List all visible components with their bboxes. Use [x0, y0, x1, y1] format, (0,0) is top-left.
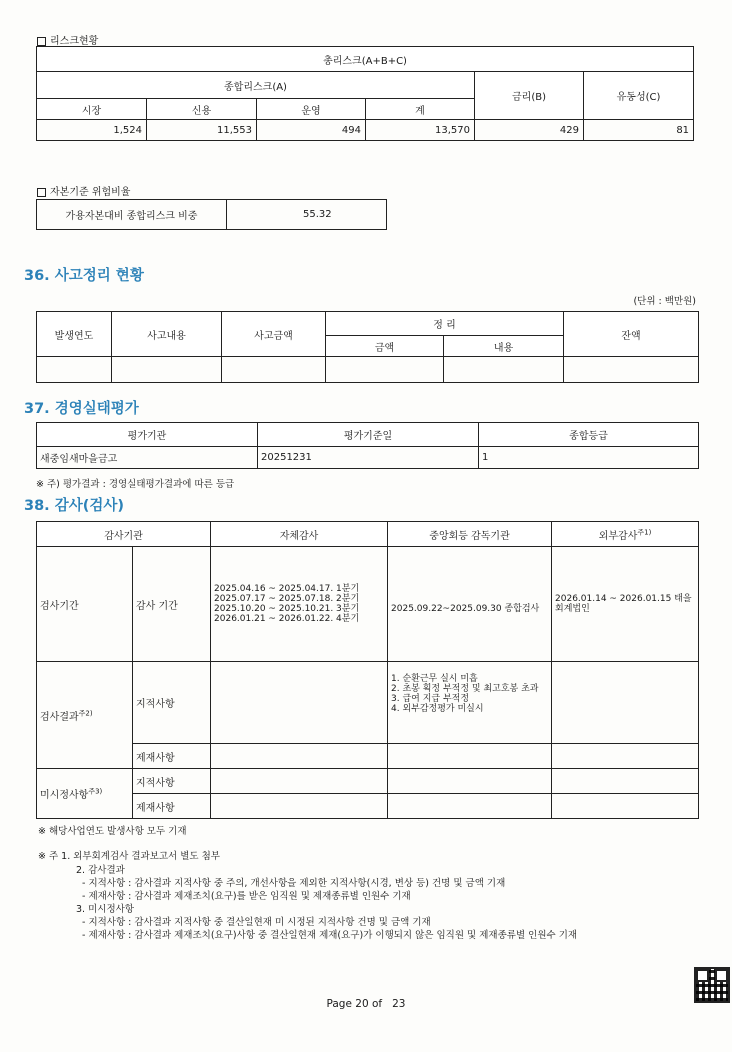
col-sum: 계 — [366, 99, 475, 120]
col-evaluator: 평가기관 — [37, 423, 258, 447]
col-grade: 종합등급 — [479, 423, 699, 447]
evaluator-value: 새중임새마을금고 — [37, 447, 258, 469]
capital-table — [36, 199, 387, 230]
note-line-1: ※ 주 1. 외부회계검사 결과보고서 별도 첨부 — [38, 851, 220, 862]
pending-sub2: 제재사항 — [133, 794, 211, 819]
base-date-value: 20251231 — [258, 447, 479, 469]
col-year: 발생연도 — [37, 312, 112, 357]
note-line-2: 2. 감사결과 — [76, 865, 125, 876]
col-external: 외부감사$^{주1)}$ — [552, 522, 699, 547]
value-liquidity: 81 — [584, 120, 694, 141]
section-37-title: 37. 경영실태평가 — [24, 401, 139, 417]
capital-heading: 자본기준 위험비율 — [37, 183, 130, 198]
period-label: 검사기간 — [37, 547, 133, 662]
period-central: 2025.09.22~2025.09.30 종합검사 — [388, 547, 552, 662]
grade-value: 1 — [479, 447, 699, 469]
result-sub2: 제재사항 — [133, 744, 211, 769]
total-risk-header: 총리스크(A+B+C) — [37, 47, 694, 72]
col-settle-content: 내용 — [444, 336, 564, 357]
evaluation-table — [36, 422, 699, 469]
value-market: 1,524 — [37, 120, 147, 141]
note-all: ※ 해당사업연도 발생사항 모두 기재 — [38, 826, 187, 837]
rate-risk-header: 금리(B) — [475, 72, 584, 120]
col-balance: 잔액 — [564, 312, 699, 357]
col-operation: 운영 — [257, 99, 366, 120]
result-label: 검사결과$^{주2)}$ — [37, 662, 133, 769]
result-sub1: 지적사항 — [133, 662, 211, 744]
result-central: 1. 순환근무 실시 미흡 2. 초봉 획정 부적정 및 최고호봉 초과 3. 급여 지급 부적정 4. 외부감정평가 미실시 — [388, 662, 552, 744]
liquidity-risk-header: 유동성(C) — [584, 72, 694, 120]
table-row — [37, 357, 699, 383]
period-self: 2025.04.16 ~ 2025.04.17. 1분기 2025.07.17 ~ 2025.07.18. 2분기 2025.10.20 ~ 2025.10.21. 3분기 2026.01.21 ~ 2026.01.22. 4분기 — [211, 547, 388, 662]
value-operation: 494 — [257, 120, 366, 141]
col-base-date: 평가기준일 — [258, 423, 479, 447]
checkbox-icon — [37, 188, 46, 197]
accident-table — [36, 311, 699, 383]
audit-table — [36, 521, 699, 819]
value-credit: 11,553 — [147, 120, 257, 141]
col-agency: 감사기관 — [37, 522, 211, 547]
evaluation-note: ※ 주) 평가결과 : 경영실태평가결과에 따른 등급 — [36, 479, 235, 490]
capital-label: 가용자본대비 종합리스크 비중 — [37, 200, 227, 230]
qr-code-icon — [694, 967, 730, 1003]
note-line-3: - 지적사항 : 감사결과 지적사항 중 주의, 개선사항을 제외한 지적사항(시경, 변상 등) 건명 및 금액 기재 — [82, 878, 506, 889]
risk-table — [36, 46, 694, 141]
col-self-audit: 자체감사 — [211, 522, 388, 547]
col-settle-amount: 금액 — [326, 336, 444, 357]
section-38-title: 38. 감사(검사) — [24, 498, 125, 514]
col-amount: 사고금액 — [222, 312, 326, 357]
pending-sub1: 지적사항 — [133, 769, 211, 794]
note-line-6: - 지적사항 : 감사결과 지적사항 중 결산일현재 미 시정된 지적사항 건명 및 금액 기재 — [82, 917, 431, 928]
unit-label: (단위 : 백만원) — [633, 296, 696, 307]
period-external: 2026.01.14 ~ 2026.01.15 태을회계법인 — [552, 547, 699, 662]
col-settle: 정 리 — [326, 312, 564, 336]
col-credit: 신용 — [147, 99, 257, 120]
page-number: Page 20 of 23 — [326, 998, 406, 1010]
capital-value: 55.32 — [227, 200, 387, 230]
composite-risk-header: 종합리스크(A) — [37, 72, 475, 99]
risk-heading: 리스크현황 — [37, 32, 98, 47]
period-sub: 감사 기간 — [133, 547, 211, 662]
pending-label: 미시정사항$^{주3)}$ — [37, 769, 133, 819]
table-row — [37, 447, 699, 469]
checkbox-icon — [37, 37, 46, 46]
note-line-4: - 제재사항 : 감사결과 제재조치(요구)를 받은 임직원 및 제재종류별 인원수 기재 — [82, 891, 411, 902]
note-line-5: 3. 미시정사항 — [76, 904, 134, 915]
col-market: 시장 — [37, 99, 147, 120]
col-content: 사고내용 — [112, 312, 222, 357]
section-36-title: 36. 사고정리 현황 — [24, 268, 144, 284]
value-rate: 429 — [475, 120, 584, 141]
value-sum: 13,570 — [366, 120, 475, 141]
note-line-7: - 제재사항 : 감사결과 제재조치(요구)사항 중 결산일현재 제재(요구)가 이행되지 않은 임직원 및 제재종류별 인원수 기재 — [82, 930, 578, 941]
col-central: 중앙회등 감독기관 — [388, 522, 552, 547]
